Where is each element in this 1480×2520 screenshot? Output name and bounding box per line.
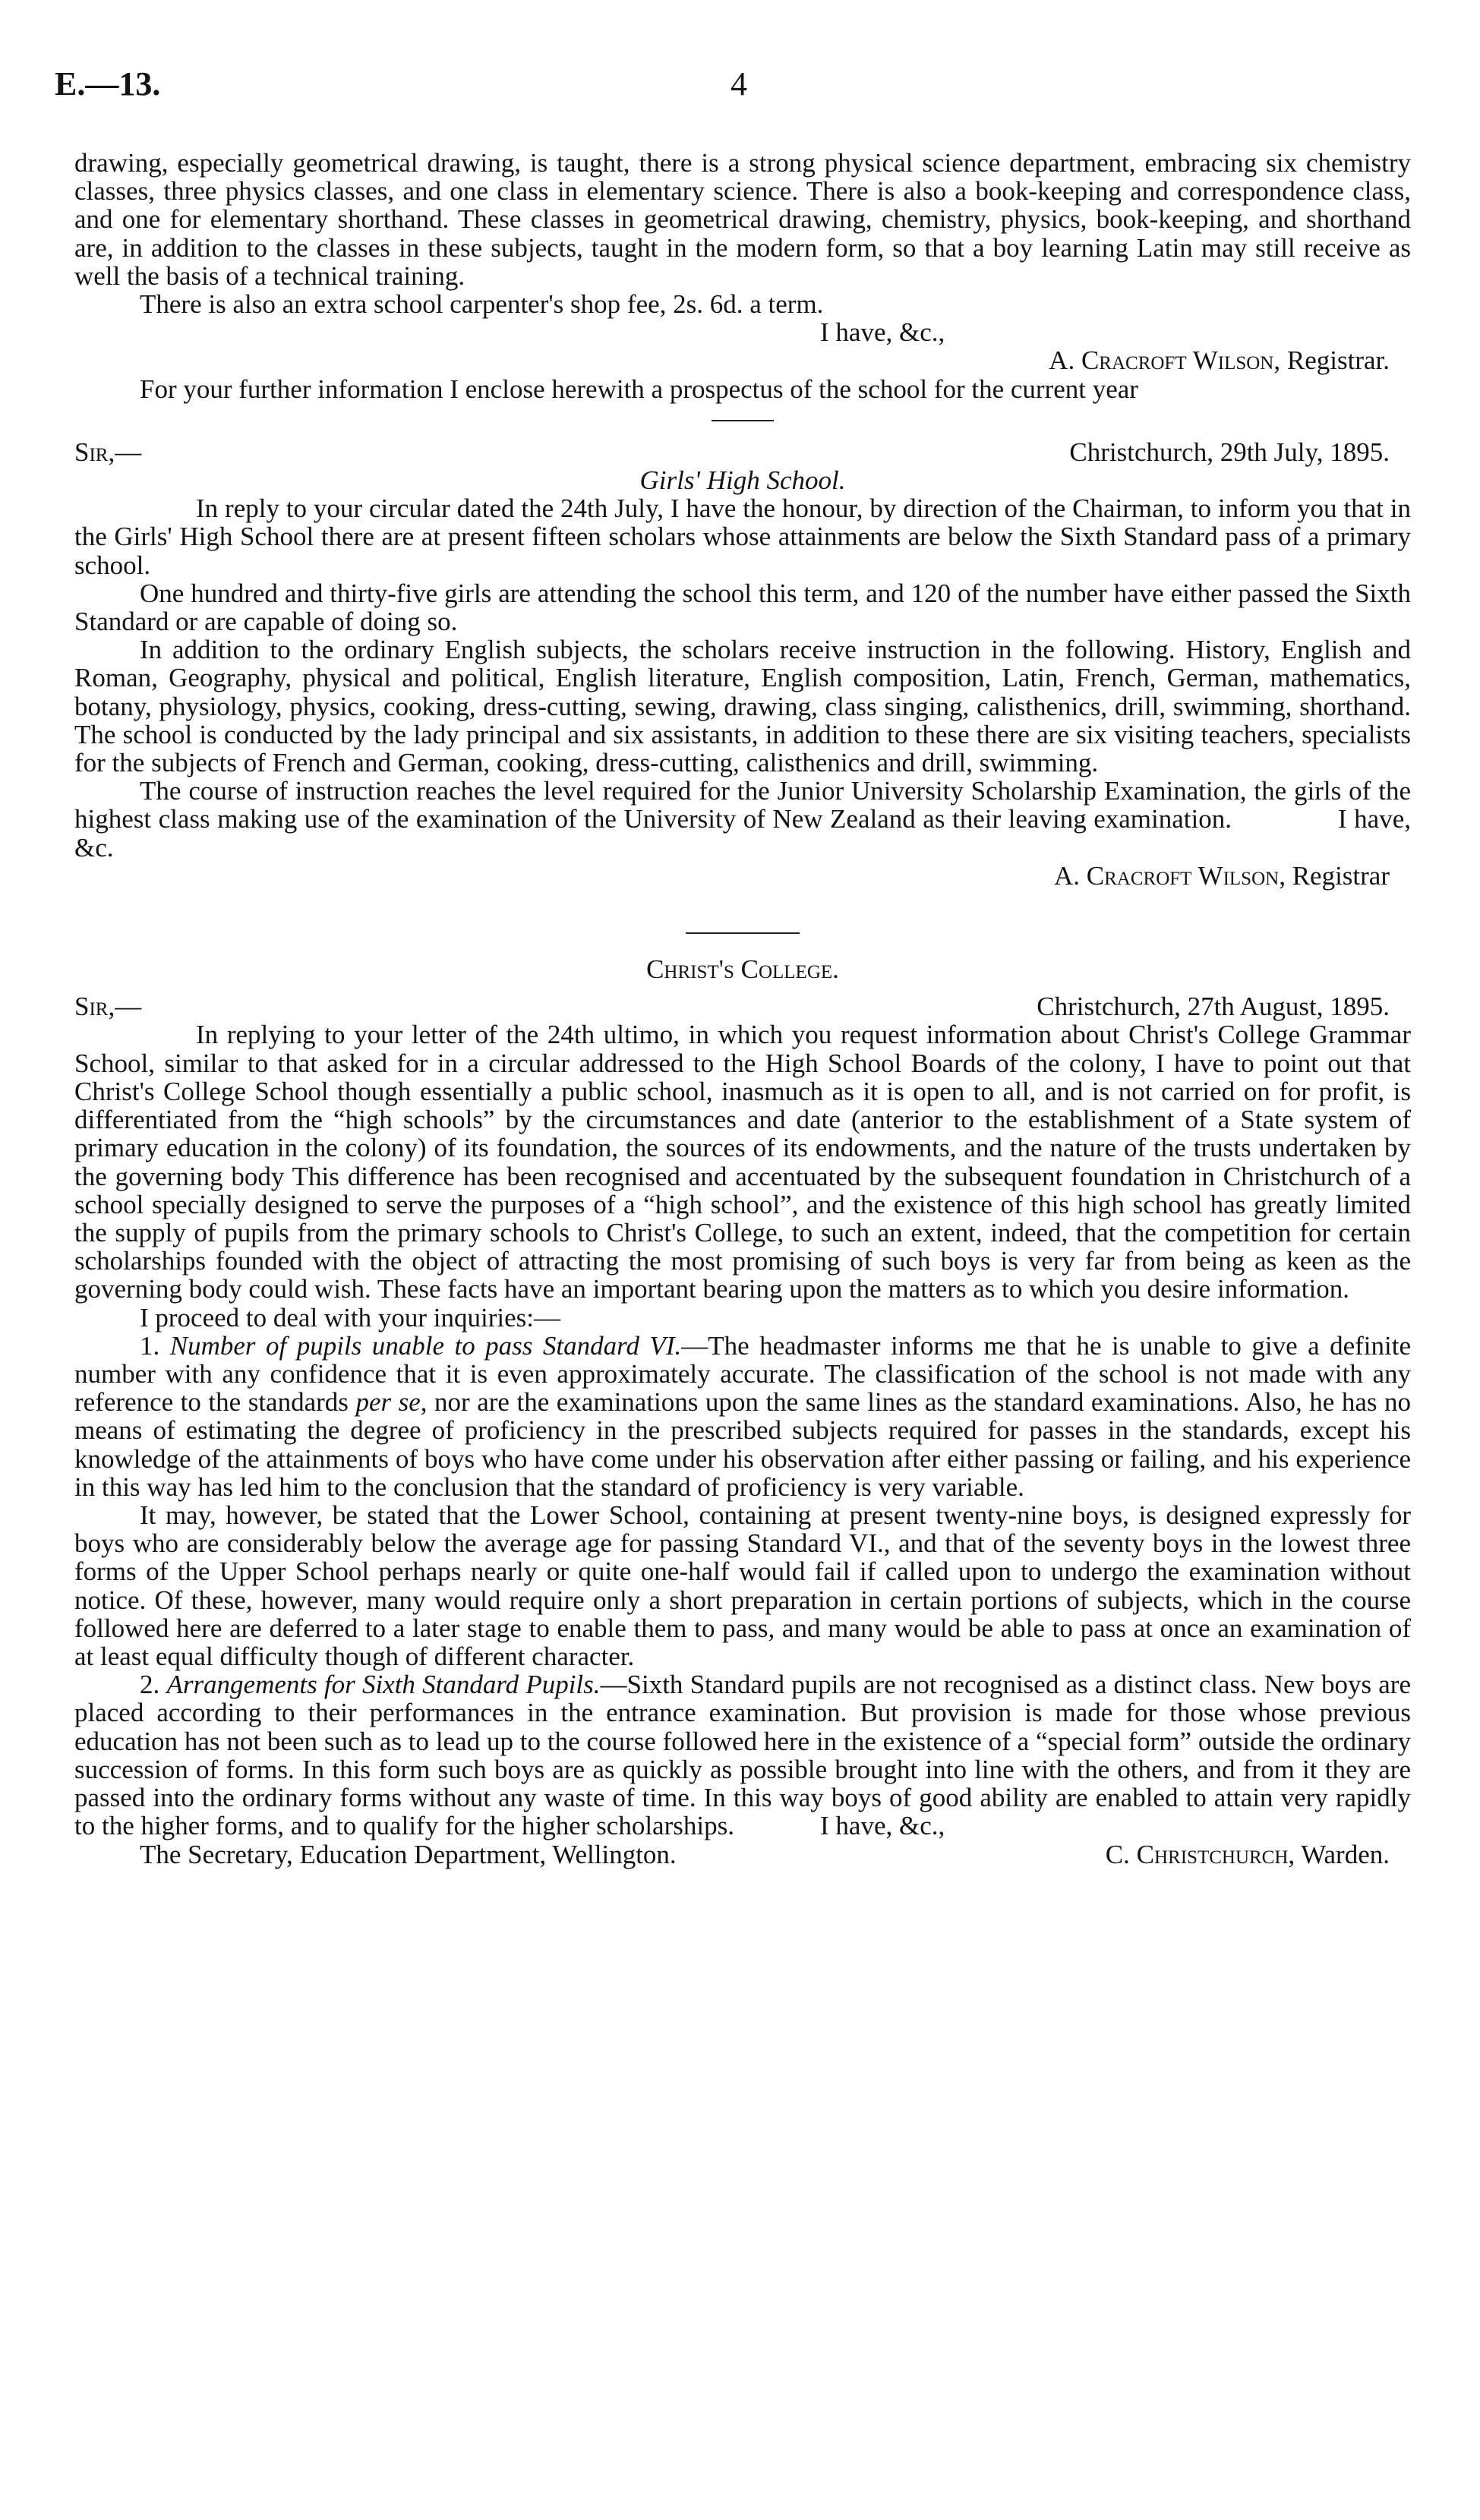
signature-title: Registrar. — [1286, 345, 1390, 376]
closing-line: I have, &c. — [74, 804, 1411, 863]
letter-boys-high-school-continued — [74, 149, 1411, 403]
letter-girls-high-school — [74, 438, 1411, 890]
page-number: 4 — [731, 65, 747, 103]
school-heading: Girls' High School. — [639, 465, 846, 496]
item-number: 1. — [140, 1330, 160, 1361]
dateline — [74, 438, 1411, 466]
letter-date: Christchurch, 27th August, 1895. — [1037, 992, 1390, 1022]
signature — [1106, 1840, 1390, 1869]
dateline — [74, 992, 1411, 1020]
item-text-italic: per se — [355, 1387, 421, 1418]
page-header — [55, 65, 1419, 108]
salutation: Sir,— — [74, 437, 142, 467]
paragraph: In addition to the ordinary English subjects, the scholars receive instruction in the following. History, English and Roman, Geography, physical and political, English literature, English composition, Latin, French, German, mathematics, botany, physiology, physics, cooking, dress-cutting, sewing, drawing, class singing, calisthenics, drill, swimming, shorthand. The school is conducted by the lady principal and six assistants, in addition to these there are six visiting teachers, specialists for the subjects of French and German, cooking, dress-cutting, calisthenics and drill, swimming. — [74, 635, 1411, 778]
document-code: E.—13. — [55, 65, 161, 103]
item-text: —The headmaster informs me that he is unable to give a definite number with any confidence that it is even approximately accurate. The classification of the school is not made with any reference to the standards — [74, 1330, 1412, 1418]
signature-title: Warden. — [1301, 1839, 1390, 1869]
item-text: —Sixth Standard pupils are not recognised as a distinct class. New boys are placed according to their performances in the entrance examination. But provision is made for those whose previous education has not been such as to lead up to the course followed here in the existence of a “special form” outside the ordinary succession of forms. In this form such boys are as quickly as possible brought into line with the others, and from it they are passed into the ordinary forms without any waste of time. In this way boys of good ability are enabled to attain very rapidly to the higher forms, and to qualify for the higher scholarships. — [74, 1670, 1411, 1841]
paragraph-text: The course of instruction reaches the level required for the Junior University Scholarship Examination, the girls of the highest class making use of the examination of the University of New Zealand as their leaving examination. — [74, 776, 1411, 834]
paragraph: There is also an extra school carpenter's shop fee, 2s. 6d. a term. — [140, 289, 824, 320]
paragraph: I proceed to deal with your inquiries:— — [140, 1302, 561, 1333]
paragraph: One hundred and thirty-five girls are attending the school this term, and 120 of the number have either passed the Sixth Standard or are capable of doing so. — [74, 578, 1411, 637]
signature-name: C. Christchurch, — [1105, 1839, 1295, 1869]
signature — [74, 346, 1411, 374]
paragraph: It may, however, be stated that the Lower School, containing at present twenty-nine boys, is designed expressly for boys who are considerably below the average age for passing Standard VI., and that of the seventy boys in the lowest three forms of the Upper School perhaps nearly or quite one-half would fail if called upon to undergo the examination without notice. Of these, however, many would require only a short preparation in certain portions of subjects, which in the course followed here are deferred to a later stage to enable them to pass, and many would be able to pass at once an examination of at least equal difficulty though of different character. — [74, 1500, 1411, 1671]
letter-christs-college — [74, 955, 1411, 1869]
section-heading: Christ's College. — [646, 954, 839, 985]
paragraph: For your further information I enclose herewith a prospectus of the school for the current year — [140, 374, 1138, 404]
signature-name: A. Cracroft Wilson, — [1054, 860, 1286, 891]
letter-date: Christchurch, 29th July, 1895. — [1069, 437, 1390, 467]
item-title: Number of pupils unable to pass Standard VI. — [169, 1330, 682, 1361]
paragraph — [74, 777, 1411, 862]
paragraph: drawing, especially geometrical drawing, is taught, there is a strong physical science department, embracing six chemistry classes, three physics classes, and one class in elementary science. There is also a book-keeping and correspondence class, and one for elementary shorthand. These classes in geometrical drawing, chemistry, physics, book-keeping, and shorthand are, in addition to the classes in these subjects, taught in the modern form, so that a boy learning Latin may still receive as well the basis of a technical training. — [74, 148, 1411, 291]
signature-name: A. Cracroft Wilson, — [1049, 345, 1281, 376]
closing-line: I have, &c., — [820, 317, 945, 348]
item-number: 2. — [140, 1670, 160, 1700]
closing-line: I have, &c., — [820, 1811, 945, 1841]
section-divider — [686, 932, 800, 934]
numbered-paragraph — [74, 1332, 1411, 1501]
item-text: , nor are the examinations upon the same lines as the standard examinations. Also, he has no means of estimating the degree of proficiency in the prescribed subjects required for passes in the standards, except his knowledge of the attainments of boys who have come under his observation after either passing or failing, and his experience in this way has led him to the conclusion that the standard of proficiency is very variable. — [74, 1387, 1412, 1502]
section-divider — [712, 420, 774, 421]
document-body — [74, 149, 1411, 1869]
paragraph: In replying to your letter of the 24th ultimo, in which you request information about Christ's College Grammar School, similar to that asked for in a circular addressed to the High School Boards of the colony, I have to point out that Christ's College School though essentially a public school, inasmuch as it is open to all, and is not carried on for profit, is differentiated from the “high schools” by the circumstances and date (anterior to the establishment of a State system of primary education in the colony) of its foundation, the sources of its endowments, and the nature of the trusts undertaken by the governing body This difference has been recognised and accentuated by the subsequent foundation in Christchurch of a school specially designed to serve the purposes of a “high school”, and the existence of this high school has greatly limited the supply of pupils from the primary schools to Christ's College, to such an extent, indeed, that the competition for certain scholarships founded with the object of attracting the most promising of such boys is very far from being as keen as the governing body could wish. These facts have an important bearing upon the matters as to which you desire information. — [74, 1020, 1411, 1304]
signature — [74, 862, 1411, 890]
salutation: Sir,— — [74, 992, 142, 1022]
signature-title: Registrar — [1292, 860, 1390, 891]
addressee: The Secretary, Education Department, Wellington. — [140, 1839, 677, 1869]
item-title: Arrangements for Sixth Standard Pupils. — [166, 1670, 601, 1700]
paragraph: In reply to your circular dated the 24th July, I have the honour, by direction of the Chairman, to inform you that in the Girls' High School there are at present fifteen scholars whose attainments are below the Sixth Standard pass of a primary school. — [74, 494, 1411, 580]
closing-block — [74, 1840, 1411, 1869]
